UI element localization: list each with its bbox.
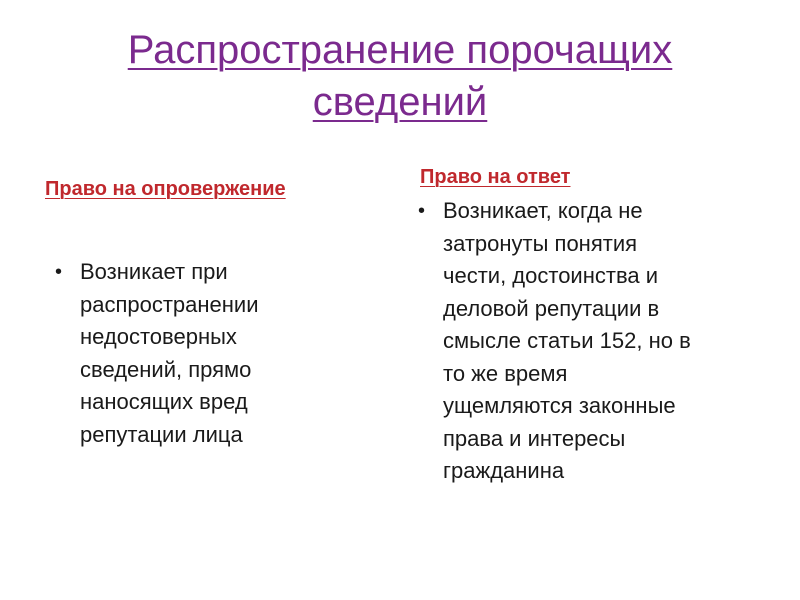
right-column-heading: Право на ответ: [420, 166, 571, 188]
bullet-text-line: ущемляются законные: [443, 393, 676, 418]
bullet-text-line: наносящих вред: [80, 389, 248, 414]
right-column-bullet: [418, 195, 691, 488]
bullet-text-line: то же время: [443, 360, 568, 386]
bullet-text-line: репутации лица: [80, 421, 243, 447]
bullet-text-line: недостоверных: [80, 324, 237, 349]
title-line: Распространение порочащих: [127, 28, 673, 72]
bullet-text-line: права и интересы: [443, 425, 626, 451]
title-line: сведений: [312, 80, 488, 124]
bullet-marker: •: [55, 261, 63, 283]
bullet-text-line: чести, достоинства и: [443, 263, 659, 288]
bullet-text-line: Возникает при: [80, 259, 228, 284]
bullet-text-line: смысле статьи 152, но в: [443, 328, 691, 353]
bullet-text-line: затронуты понятия: [443, 230, 638, 256]
left-column-bullet: [55, 256, 259, 451]
bullet-text-line: сведений, прямо: [80, 356, 252, 382]
bullet-text-line: распространении: [80, 291, 259, 317]
bullet-text-line: гражданина: [443, 458, 565, 483]
bullet-text-line: Возникает, когда не: [443, 198, 643, 223]
left-column-heading: Право на опровержение: [45, 178, 286, 200]
slide-title: [60, 24, 740, 128]
bullet-marker: •: [418, 200, 426, 222]
bullet-text-line: деловой репутации в: [443, 295, 660, 321]
